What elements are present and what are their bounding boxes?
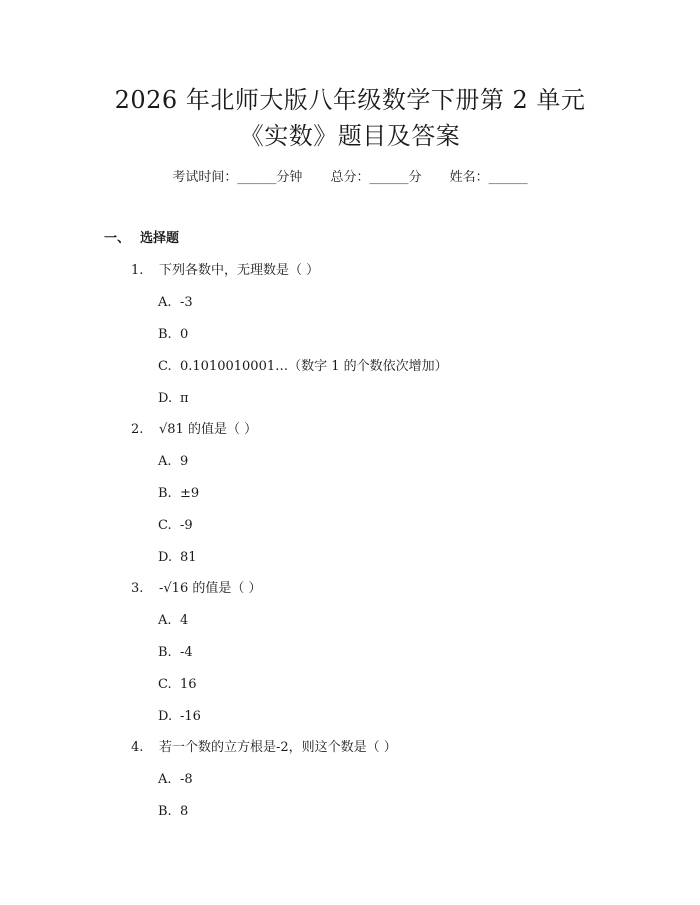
option-text: -8 [180, 772, 193, 787]
option-text: -4 [180, 645, 193, 660]
option [158, 548, 197, 568]
option [158, 357, 448, 377]
option-letter: D. [158, 391, 173, 406]
option-letter: C. [158, 677, 172, 692]
option [158, 643, 193, 663]
option [158, 484, 199, 504]
section-heading [104, 229, 179, 249]
exam-score: 总分：______分 [330, 170, 422, 185]
option [158, 707, 201, 727]
option [158, 325, 188, 345]
option-letter: B. [158, 327, 172, 342]
question [131, 420, 257, 440]
option-letter: D. [158, 550, 173, 565]
question-text: -√16 的值是（ ） [159, 581, 262, 596]
question-number: 3. [131, 581, 144, 596]
question [131, 738, 397, 758]
option-letter: D. [158, 709, 173, 724]
option [158, 770, 193, 790]
option-text: 16 [180, 677, 197, 692]
option [158, 802, 188, 822]
option-text: -3 [180, 295, 193, 310]
question [131, 261, 319, 281]
option-letter: C. [158, 359, 172, 374]
option-letter: A. [158, 613, 172, 628]
option-text: 8 [180, 804, 189, 819]
option [158, 389, 189, 409]
exam-name: 姓名：______ [449, 170, 528, 185]
question-number: 1. [131, 263, 144, 278]
question-text: 下列各数中，无理数是（ ） [159, 263, 320, 278]
question-text: 若一个数的立方根是-2，则这个数是（ ） [159, 740, 397, 755]
option-letter: A. [158, 772, 172, 787]
option-text: 9 [180, 454, 189, 469]
option-text: 0 [180, 327, 189, 342]
option-letter: C. [158, 518, 172, 533]
question [131, 579, 261, 599]
question-number: 4. [131, 740, 144, 755]
option-text: 0.1010010001…（数字 1 的个数依次增加） [180, 359, 448, 374]
option-text: ±9 [180, 486, 200, 501]
option-letter: A. [158, 454, 172, 469]
option-letter: B. [158, 645, 172, 660]
section-number: 一、 [104, 231, 131, 246]
option-text: π [180, 391, 189, 406]
option [158, 293, 193, 313]
option-text: 4 [180, 613, 189, 628]
exam-info [0, 168, 700, 188]
document-title-line-1: 2026 年北师大版八年级数学下册第 2 单元 [114, 86, 586, 114]
document-title-line-2: 《实数》题目及答案 [239, 122, 461, 150]
option-letter: B. [158, 486, 172, 501]
option [158, 516, 193, 536]
option-text: -16 [180, 709, 201, 724]
option [158, 675, 197, 695]
option-text: -9 [180, 518, 193, 533]
option-text: 81 [180, 550, 197, 565]
option-letter: A. [158, 295, 172, 310]
exam-time: 考试时间：______分钟 [172, 170, 303, 185]
option [158, 452, 188, 472]
option [158, 611, 188, 631]
question-number: 2. [131, 422, 144, 437]
option-letter: B. [158, 804, 172, 819]
question-text: √81 的值是（ ） [159, 422, 258, 437]
section-title: 选择题 [140, 231, 180, 246]
